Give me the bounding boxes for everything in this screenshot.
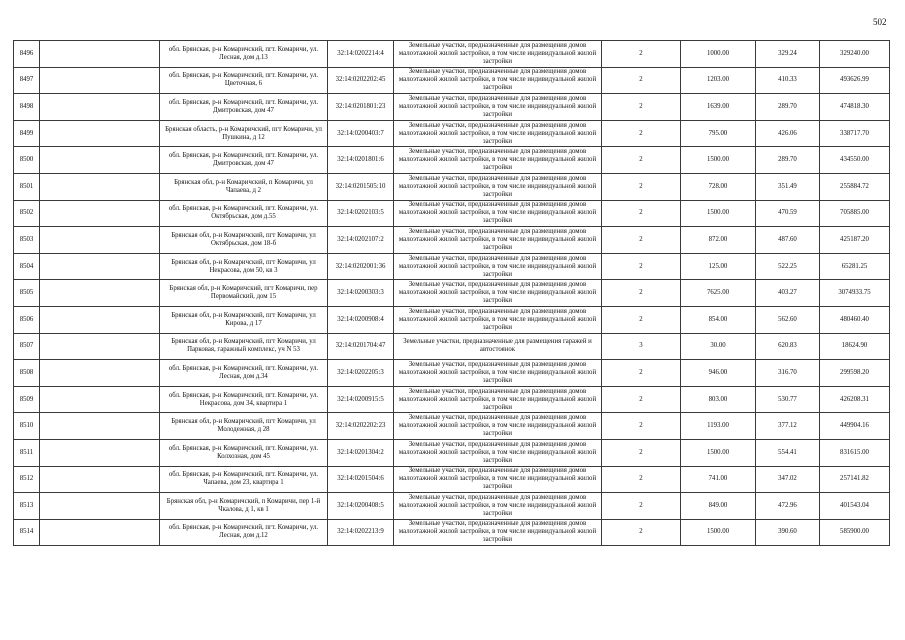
land-use-cell: Земельные участки, предназначенные для размещения домов малоэтажной жилой застройки, в том числе индивидуальной жилой застройки [394, 413, 602, 440]
empty-cell [40, 41, 160, 68]
table-row [14, 413, 890, 440]
empty-cell [40, 493, 160, 520]
table-row [14, 41, 890, 68]
cadastral-number-cell: 32:14:0200303:3 [328, 280, 394, 307]
area-cell: 849.00 [681, 493, 756, 520]
row-number-cell: 8497 [14, 67, 40, 94]
group-cell: 2 [602, 94, 681, 121]
table-row [14, 386, 890, 413]
row-number-cell: 8501 [14, 173, 40, 200]
cadastral-number-cell: 32:14:0202107:2 [328, 227, 394, 254]
area-cell: 1500.00 [681, 200, 756, 227]
address-cell: обл. Брянская, р-н Комаричский, пгт. Комаричи, ул. Чапаева, дом 23, квартира 1 [160, 466, 328, 493]
land-use-cell: Земельные участки, предназначенные для размещения домов малоэтажной жилой застройки, в том числе индивидуальной жилой застройки [394, 439, 602, 466]
table-row [14, 200, 890, 227]
land-use-cell: Земельные участки, предназначенные для размещения домов малоэтажной жилой застройки, в том числе индивидуальной жилой застройки [394, 173, 602, 200]
cadastral-value-cell: 425187.20 [820, 227, 890, 254]
row-number-cell: 8496 [14, 41, 40, 68]
cadastral-value-cell: 329240.00 [820, 41, 890, 68]
land-use-cell: Земельные участки, предназначенные для размещения домов малоэтажной жилой застройки, в том числе индивидуальной жилой застройки [394, 360, 602, 387]
address-cell: Брянская обл, р-н Комаричский, пгт Комаричи, пер Первомайский, дом 15 [160, 280, 328, 307]
table-row [14, 493, 890, 520]
specific-value-cell: 470.59 [756, 200, 820, 227]
cadastral-number-cell: 32:14:0200408:5 [328, 493, 394, 520]
address-cell: обл. Брянская, р-н Комаричский, пгт. Комаричи, ул. Лесная, дом д.13 [160, 41, 328, 68]
table-row [14, 67, 890, 94]
table-row [14, 253, 890, 280]
specific-value-cell: 410.33 [756, 67, 820, 94]
cadastral-value-cell: 493626.99 [820, 67, 890, 94]
specific-value-cell: 289.70 [756, 147, 820, 174]
address-cell: обл. Брянская, р-н Комаричский, пгт. Комаричи, ул. Октябрьская, дом д.55 [160, 200, 328, 227]
cadastral-number-cell: 32:14:0202202:45 [328, 67, 394, 94]
row-number-cell: 8504 [14, 253, 40, 280]
empty-cell [40, 439, 160, 466]
address-cell: Брянская обл, р-н Комаричский, п Комаричи, пер 1-й Чкалова, д 1, кв 1 [160, 493, 328, 520]
cadastral-number-cell: 32:14:0202001:36 [328, 253, 394, 280]
specific-value-cell: 562.60 [756, 306, 820, 333]
row-number-cell: 8503 [14, 227, 40, 254]
area-cell: 30.00 [681, 333, 756, 360]
specific-value-cell: 390.60 [756, 519, 820, 546]
cadastral-number-cell: 32:14:0201505:10 [328, 173, 394, 200]
row-number-cell: 8506 [14, 306, 40, 333]
area-cell: 946.00 [681, 360, 756, 387]
specific-value-cell: 377.12 [756, 413, 820, 440]
table-row [14, 333, 890, 360]
address-cell: Брянская обл, р-н Комаричский, пгт Комаричи, ул Октябрьская, дом 18-б [160, 227, 328, 254]
cadastral-number-cell: 32:14:0201801:6 [328, 147, 394, 174]
land-use-cell: Земельные участки, предназначенные для размещения домов малоэтажной жилой застройки, в том числе индивидуальной жилой застройки [394, 280, 602, 307]
area-cell: 1203.00 [681, 67, 756, 94]
row-number-cell: 8509 [14, 386, 40, 413]
specific-value-cell: 487.60 [756, 227, 820, 254]
cadastral-value-cell: 65281.25 [820, 253, 890, 280]
land-use-cell: Земельные участки, предназначенные для размещения домов малоэтажной жилой застройки, в том числе индивидуальной жилой застройки [394, 120, 602, 147]
cadastral-number-cell: 32:14:0201704:47 [328, 333, 394, 360]
cadastral-value-table [13, 40, 890, 546]
row-number-cell: 8502 [14, 200, 40, 227]
empty-cell [40, 67, 160, 94]
row-number-cell: 8510 [14, 413, 40, 440]
group-cell: 2 [602, 386, 681, 413]
area-cell: 1639.00 [681, 94, 756, 121]
specific-value-cell: 403.27 [756, 280, 820, 307]
cadastral-number-cell: 32:14:0202202:23 [328, 413, 394, 440]
cadastral-value-cell: 434550.00 [820, 147, 890, 174]
group-cell: 2 [602, 227, 681, 254]
table-body [14, 41, 890, 546]
empty-cell [40, 200, 160, 227]
cadastral-number-cell: 32:14:0201504:6 [328, 466, 394, 493]
empty-cell [40, 413, 160, 440]
group-cell: 3 [602, 333, 681, 360]
land-use-cell: Земельные участки, предназначенные для размещения домов малоэтажной жилой застройки, в том числе индивидуальной жилой застройки [394, 67, 602, 94]
empty-cell [40, 173, 160, 200]
group-cell: 2 [602, 67, 681, 94]
table-row [14, 466, 890, 493]
address-cell: Брянская обл, р-н Комаричский, пгт Комаричи, ул Молодежная, д 28 [160, 413, 328, 440]
empty-cell [40, 466, 160, 493]
group-cell: 2 [602, 466, 681, 493]
group-cell: 2 [602, 493, 681, 520]
row-number-cell: 8514 [14, 519, 40, 546]
area-cell: 728.00 [681, 173, 756, 200]
row-number-cell: 8499 [14, 120, 40, 147]
row-number-cell: 8513 [14, 493, 40, 520]
area-cell: 872.00 [681, 227, 756, 254]
specific-value-cell: 329.24 [756, 41, 820, 68]
empty-cell [40, 280, 160, 307]
address-cell: обл. Брянская, р-н Комаричский, пгт. Комаричи, ул. Дмитровская, дом 47 [160, 94, 328, 121]
land-use-cell: Земельные участки, предназначенные для размещения домов малоэтажной жилой застройки, в том числе индивидуальной жилой застройки [394, 147, 602, 174]
address-cell: Брянская область, р-н Комаричский, пгт Комаричи, ул Пушкина, д 12 [160, 120, 328, 147]
cadastral-value-cell: 18624.90 [820, 333, 890, 360]
land-use-cell: Земельные участки, предназначенные для размещения домов малоэтажной жилой застройки, в том числе индивидуальной жилой застройки [394, 94, 602, 121]
table-row [14, 120, 890, 147]
group-cell: 2 [602, 519, 681, 546]
land-use-cell: Земельные участки, предназначенные для размещения домов малоэтажной жилой застройки, в том числе индивидуальной жилой застройки [394, 466, 602, 493]
address-cell: обл. Брянская, р-н Комаричский, пгт. Комаричи, ул. Дмитровская, дом 47 [160, 147, 328, 174]
empty-cell [40, 386, 160, 413]
area-cell: 7625.00 [681, 280, 756, 307]
specific-value-cell: 554.41 [756, 439, 820, 466]
land-use-cell: Земельные участки, предназначенные для размещения домов малоэтажной жилой застройки, в том числе индивидуальной жилой застройки [394, 41, 602, 68]
cadastral-value-cell: 3074933.75 [820, 280, 890, 307]
cadastral-value-cell: 255884.72 [820, 173, 890, 200]
empty-cell [40, 227, 160, 254]
area-cell: 1193.00 [681, 413, 756, 440]
area-cell: 1500.00 [681, 439, 756, 466]
cadastral-value-cell: 480460.40 [820, 306, 890, 333]
table-row [14, 94, 890, 121]
row-number-cell: 8507 [14, 333, 40, 360]
group-cell: 2 [602, 120, 681, 147]
cadastral-value-cell: 338717.70 [820, 120, 890, 147]
area-cell: 125.00 [681, 253, 756, 280]
specific-value-cell: 472.96 [756, 493, 820, 520]
table-row [14, 147, 890, 174]
cadastral-number-cell: 32:14:0200908:4 [328, 306, 394, 333]
land-use-cell: Земельные участки, предназначенные для размещения гаражей и автостоянок [394, 333, 602, 360]
area-cell: 1500.00 [681, 147, 756, 174]
specific-value-cell: 347.02 [756, 466, 820, 493]
specific-value-cell: 522.25 [756, 253, 820, 280]
group-cell: 2 [602, 41, 681, 68]
cadastral-number-cell: 32:14:0202214:4 [328, 41, 394, 68]
row-number-cell: 8505 [14, 280, 40, 307]
empty-cell [40, 253, 160, 280]
empty-cell [40, 333, 160, 360]
specific-value-cell: 351.49 [756, 173, 820, 200]
area-cell: 1000.00 [681, 41, 756, 68]
cadastral-value-cell: 831615.00 [820, 439, 890, 466]
specific-value-cell: 289.70 [756, 94, 820, 121]
address-cell: обл. Брянская, р-н Комаричский, пгт. Комаричи, ул. Цветочная, 6 [160, 67, 328, 94]
empty-cell [40, 360, 160, 387]
area-cell: 854.00 [681, 306, 756, 333]
row-number-cell: 8500 [14, 147, 40, 174]
cadastral-value-cell: 426208.31 [820, 386, 890, 413]
cadastral-value-cell: 585900.00 [820, 519, 890, 546]
area-cell: 795.00 [681, 120, 756, 147]
group-cell: 2 [602, 413, 681, 440]
land-use-cell: Земельные участки, предназначенные для размещения домов малоэтажной жилой застройки, в том числе индивидуальной жилой застройки [394, 253, 602, 280]
cadastral-number-cell: 32:14:0201801:23 [328, 94, 394, 121]
table-row [14, 439, 890, 466]
cadastral-value-cell: 401543.04 [820, 493, 890, 520]
cadastral-number-cell: 32:14:0202205:3 [328, 360, 394, 387]
cadastral-number-cell: 32:14:0200915:5 [328, 386, 394, 413]
address-cell: Брянская обл, р-н Комаричский, пгт Комаричи, ул Парковая, гаражный комплекс, уч N 53 [160, 333, 328, 360]
row-number-cell: 8508 [14, 360, 40, 387]
group-cell: 2 [602, 360, 681, 387]
specific-value-cell: 426.06 [756, 120, 820, 147]
address-cell: обл. Брянская, р-н Комаричский, пгт. Комаричи, ул. Колхозная, дом 45 [160, 439, 328, 466]
group-cell: 2 [602, 200, 681, 227]
row-number-cell: 8511 [14, 439, 40, 466]
table-row [14, 280, 890, 307]
area-cell: 1500.00 [681, 519, 756, 546]
table-row [14, 360, 890, 387]
row-number-cell: 8498 [14, 94, 40, 121]
group-cell: 2 [602, 306, 681, 333]
address-cell: Брянская обл, р-н Комаричский, пгт Комаричи, ул Некрасова, дом 50, кв 3 [160, 253, 328, 280]
empty-cell [40, 147, 160, 174]
specific-value-cell: 530.77 [756, 386, 820, 413]
group-cell: 2 [602, 147, 681, 174]
group-cell: 2 [602, 253, 681, 280]
address-cell: Брянская обл, р-н Комаричский, пгт Комаричи, ул Кирова, д 17 [160, 306, 328, 333]
cadastral-value-cell: 474818.30 [820, 94, 890, 121]
page-number: 502 [873, 17, 887, 27]
address-cell: обл. Брянская, р-н Комаричский, пгт. Комаричи, ул. Лесная, дом д.34 [160, 360, 328, 387]
address-cell: обл. Брянская, р-н Комаричский, пгт. Комаричи, ул. Лесная, дом д.12 [160, 519, 328, 546]
group-cell: 2 [602, 173, 681, 200]
table-row [14, 227, 890, 254]
cadastral-value-cell: 449904.16 [820, 413, 890, 440]
empty-cell [40, 306, 160, 333]
address-cell: обл. Брянская, р-н Комаричский, пгт. Комаричи, ул. Некрасова, дом 34, квартира 1 [160, 386, 328, 413]
cadastral-number-cell: 32:14:0202103:5 [328, 200, 394, 227]
table-row [14, 519, 890, 546]
land-use-cell: Земельные участки, предназначенные для размещения домов малоэтажной жилой застройки, в том числе индивидуальной жилой застройки [394, 200, 602, 227]
cadastral-number-cell: 32:14:0201304:2 [328, 439, 394, 466]
cadastral-value-cell: 299598.20 [820, 360, 890, 387]
address-cell: Брянская обл, р-н Комаричский, п Комаричи, ул Чапаева, д 2 [160, 173, 328, 200]
land-use-cell: Земельные участки, предназначенные для размещения домов малоэтажной жилой застройки, в том числе индивидуальной жилой застройки [394, 386, 602, 413]
empty-cell [40, 94, 160, 121]
land-use-cell: Земельные участки, предназначенные для размещения домов малоэтажной жилой застройки, в том числе индивидуальной жилой застройки [394, 227, 602, 254]
cadastral-number-cell: 32:14:0200403:7 [328, 120, 394, 147]
land-use-cell: Земельные участки, предназначенные для размещения домов малоэтажной жилой застройки, в том числе индивидуальной жилой застройки [394, 493, 602, 520]
empty-cell [40, 120, 160, 147]
table-row [14, 306, 890, 333]
cadastral-value-cell: 257141.82 [820, 466, 890, 493]
land-use-cell: Земельные участки, предназначенные для размещения домов малоэтажной жилой застройки, в том числе индивидуальной жилой застройки [394, 306, 602, 333]
area-cell: 741.00 [681, 466, 756, 493]
row-number-cell: 8512 [14, 466, 40, 493]
empty-cell [40, 519, 160, 546]
cadastral-value-cell: 705885.00 [820, 200, 890, 227]
table-row [14, 173, 890, 200]
land-use-cell: Земельные участки, предназначенные для размещения домов малоэтажной жилой застройки, в том числе индивидуальной жилой застройки [394, 519, 602, 546]
group-cell: 2 [602, 439, 681, 466]
group-cell: 2 [602, 280, 681, 307]
specific-value-cell: 620.83 [756, 333, 820, 360]
area-cell: 803.00 [681, 386, 756, 413]
cadastral-number-cell: 32:14:0202213:9 [328, 519, 394, 546]
specific-value-cell: 316.70 [756, 360, 820, 387]
